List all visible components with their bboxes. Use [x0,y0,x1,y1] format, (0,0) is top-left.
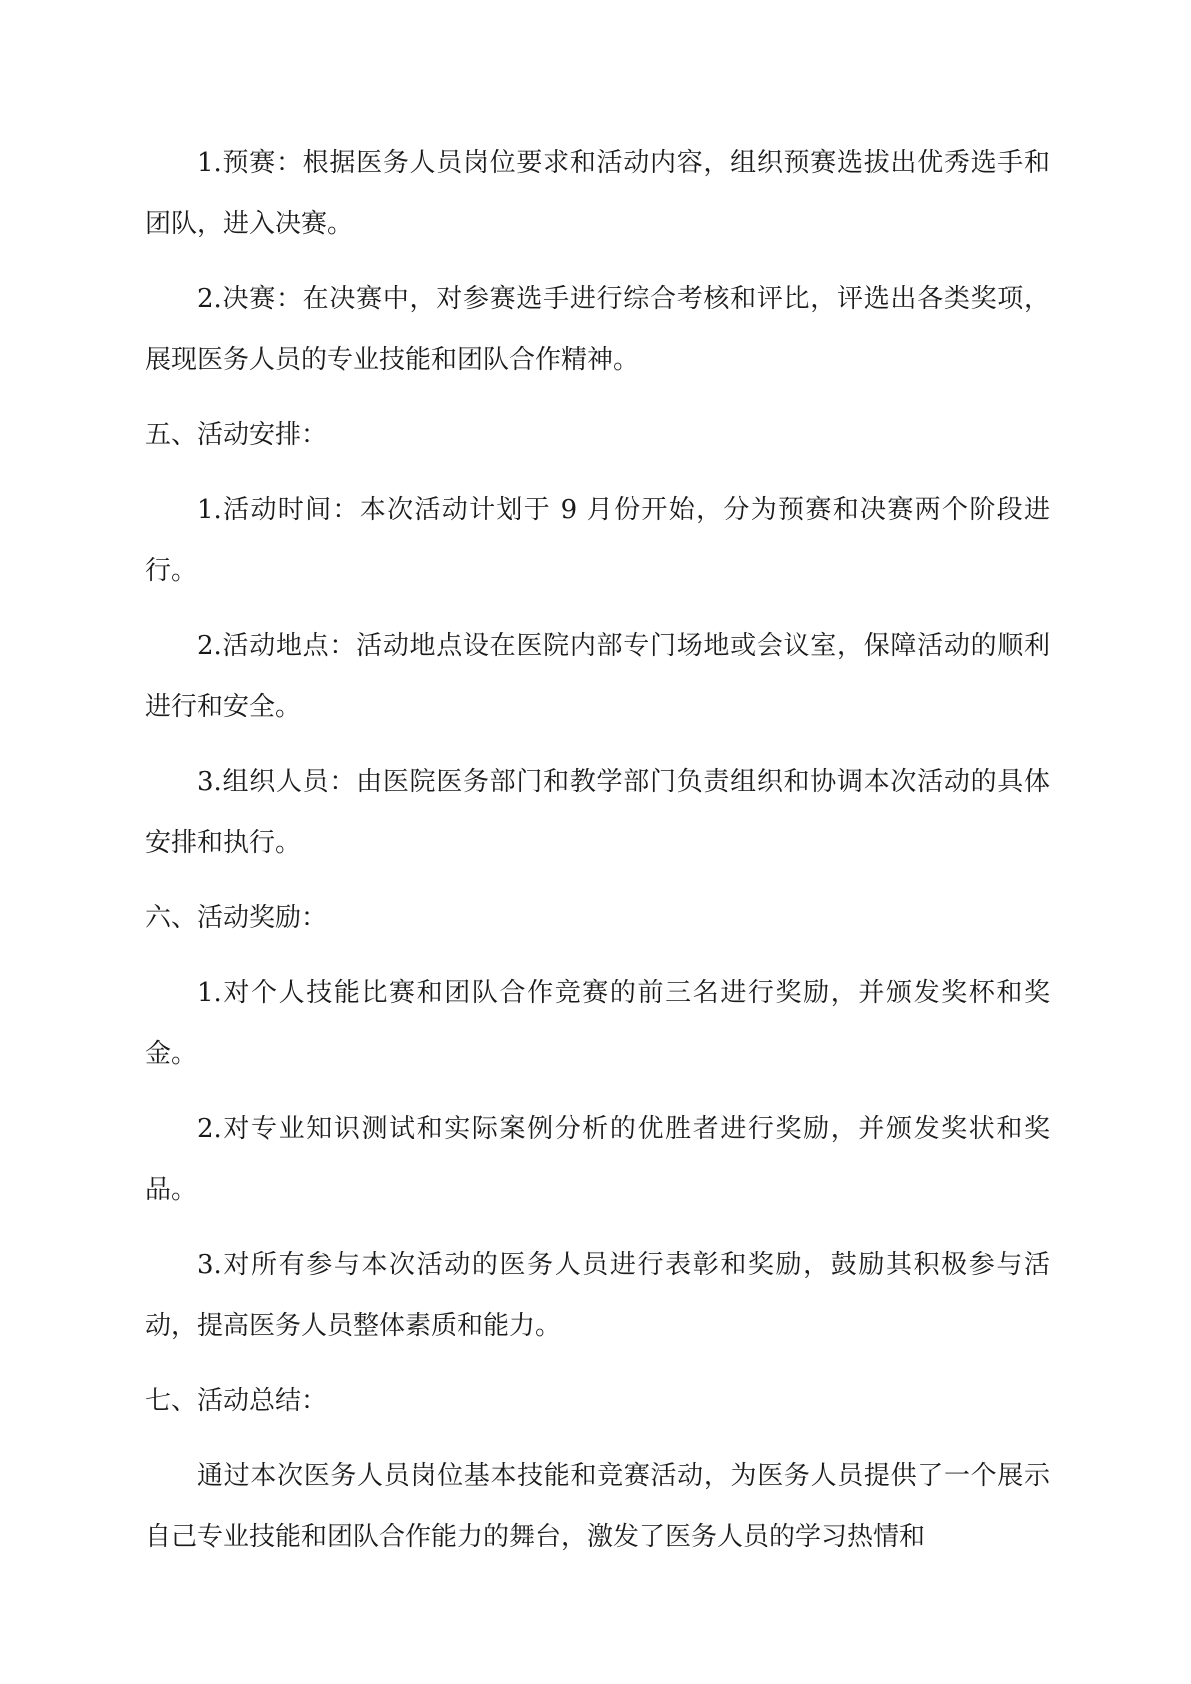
paragraph-activity-location: 2.活动地点：活动地点设在医院内部专门场地或会议室，保障活动的顺利进行和安全。 [145,631,1050,722]
paragraph-prelim-round: 1.预赛：根据医务人员岗位要求和活动内容，组织预赛选拔出优秀选手和团队，进入决赛。 [145,148,1050,239]
paragraph-reward-top-three: 1.对个人技能比赛和团队合作竞赛的前三名进行奖励，并颁发奖杯和奖金。 [145,978,1050,1069]
section-heading-summary: 七、活动总结： [145,1386,328,1416]
paragraph-organizers: 3.组织人员：由医院医务部门和教学部门负责组织和协调本次活动的具体安排和执行。 [145,767,1050,858]
paragraph-reward-winners: 2.对专业知识测试和实际案例分析的优胜者进行奖励，并颁发奖状和奖品。 [145,1114,1050,1205]
section-heading-schedule: 五、活动安排： [145,420,328,450]
paragraph-final-round: 2.决赛：在决赛中，对参赛选手进行综合考核和评比，评选出各类奖项，展现医务人员的专业技能和团队合作精神。 [145,284,1050,375]
paragraph-reward-all: 3.对所有参与本次活动的医务人员进行表彰和奖励，鼓励其积极参与活动，提高医务人员整体素质和能力。 [145,1250,1050,1341]
section-heading-rewards: 六、活动奖励： [145,903,328,933]
paragraph-activity-time: 1.活动时间：本次活动计划于 9 月份开始，分为预赛和决赛两个阶段进行。 [145,495,1050,586]
document-body [145,133,1050,1568]
paragraph-summary: 通过本次医务人员岗位基本技能和竞赛活动，为医务人员提供了一个展示自己专业技能和团队合作能力的舞台，激发了医务人员的学习热情和 [145,1461,1050,1552]
